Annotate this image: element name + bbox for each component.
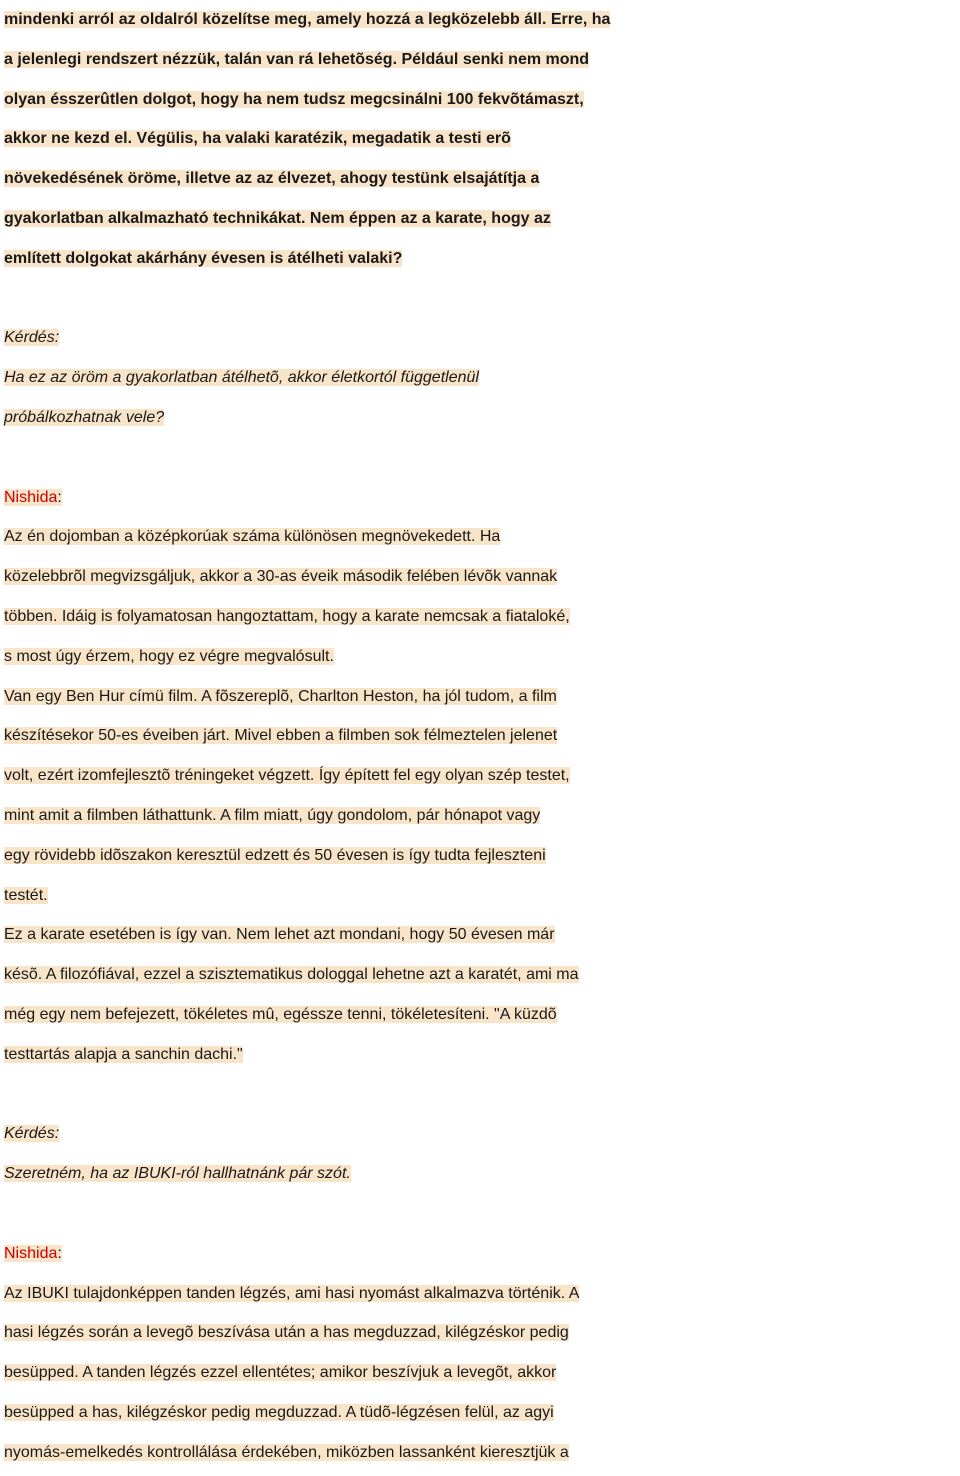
answer-line: mint amit a filmben láthattunk. A film miatt, úgy gondolom, pár hónapot vagy — [4, 806, 541, 824]
question-line: Ha ez az öröm a gyakorlatban átélhetõ, akkor életkortól függetlenül — [4, 369, 479, 387]
answer-line: besüpped. A tanden légzés ezzel ellentétes; amikor beszívjuk a levegõt, akkor — [4, 1364, 557, 1382]
answer-line: hasi légzés során a levegõ beszívása után a has megduzzad, kilégzéskor pedig — [4, 1324, 569, 1342]
answer-line: testét. — [4, 886, 48, 904]
answer-line: többen. Idáig is folyamatosan hangoztattam, hogy a karate nemcsak a fiataloké, — [4, 607, 570, 625]
text-line: akkor ne kezd el. Végülis, ha valaki karatézik, megadatik a testi erõ — [4, 130, 511, 148]
answer-line: közelebbrõl megvizsgáljuk, akkor a 30-as éveik második felében lévõk vannak — [4, 568, 558, 586]
intro-paragraph — [4, 0, 954, 279]
answer-line: testtartás alapja a sanchin dachi." — [4, 1045, 243, 1063]
spacer — [4, 1075, 954, 1115]
answer-line: nyomás-emelkedés kontrollálása érdekében, miközben lassanként kieresztjük a — [4, 1443, 569, 1461]
question-label: Kérdés: — [4, 1125, 60, 1143]
question-line: próbálkozhatnak vele? — [4, 408, 165, 426]
question-label: Kérdés: — [4, 329, 60, 347]
answer-line: Ez a karate esetében is így van. Nem lehet azt mondani, hogy 50 évesen már — [4, 926, 555, 944]
spacer — [4, 279, 954, 319]
answer-2 — [4, 1234, 954, 1473]
text-line: olyan ésszerûtlen dolgot, hogy ha nem tudsz megcsinálni 100 fekvõtámaszt, — [4, 90, 584, 108]
spacer — [4, 1194, 954, 1234]
answer-line: Az IBUKI tulajdonképpen tanden légzés, ami hasi nyomást alkalmazva történik. A — [4, 1284, 580, 1302]
text-line: növekedésének öröme, illetve az az élvezet, ahogy testünk elsajátítja a — [4, 170, 540, 188]
answer-line: készítésekor 50-es éveiben járt. Mivel ebben a filmben sok félmeztelen jelenet — [4, 727, 558, 745]
answer-line: egy rövidebb idõszakon keresztül edzett és 50 évesen is így tudta fejleszteni — [4, 846, 546, 864]
speaker-label: Nishida: — [4, 1244, 62, 1262]
answer-line: késõ. A filozófiával, ezzel a szisztematikus dologgal lehetne azt a karatét, ami ma — [4, 966, 579, 984]
answer-1 — [4, 478, 954, 1075]
answer-line: Az én dojomban a középkorúak száma különösen megnövekedett. Ha — [4, 528, 501, 546]
answer-line: volt, ezért izomfejlesztõ tréningeket végzett. Így épített fel egy olyan szép testet, — [4, 767, 570, 785]
question-2 — [4, 1114, 954, 1194]
text-line: gyakorlatban alkalmazható technikákat. Nem éppen az a karate, hogy az — [4, 209, 551, 227]
speaker-label: Nishida: — [4, 488, 62, 506]
text-line: a jelenlegi rendszert nézzük, talán van rá lehetõség. Például senki nem mond — [4, 50, 590, 68]
text-line: mindenki arról az oldalról közelítse meg, amely hozzá a legközelebb áll. Erre, ha — [4, 11, 611, 28]
spacer — [4, 438, 954, 478]
question-line: Szeretném, ha az IBUKI-ról hallhatnánk pár szót. — [4, 1165, 351, 1183]
text-line: említett dolgokat akárhány évesen is átélheti valaki? — [4, 249, 403, 267]
answer-line: Van egy Ben Hur címü film. A fõszereplõ, Charlton Heston, ha jól tudom, a film — [4, 687, 557, 705]
answer-line: besüpped a has, kilégzéskor pedig megduzzad. A tüdõ-légzésen felül, az agyi — [4, 1403, 554, 1421]
answer-line: s most úgy érzem, hogy ez végre megvalósult. — [4, 647, 334, 665]
question-1 — [4, 318, 954, 437]
answer-line: még egy nem befejezett, tökéletes mû, egéssze tenni, tökéletesíteni. "A küzdõ — [4, 1005, 557, 1023]
